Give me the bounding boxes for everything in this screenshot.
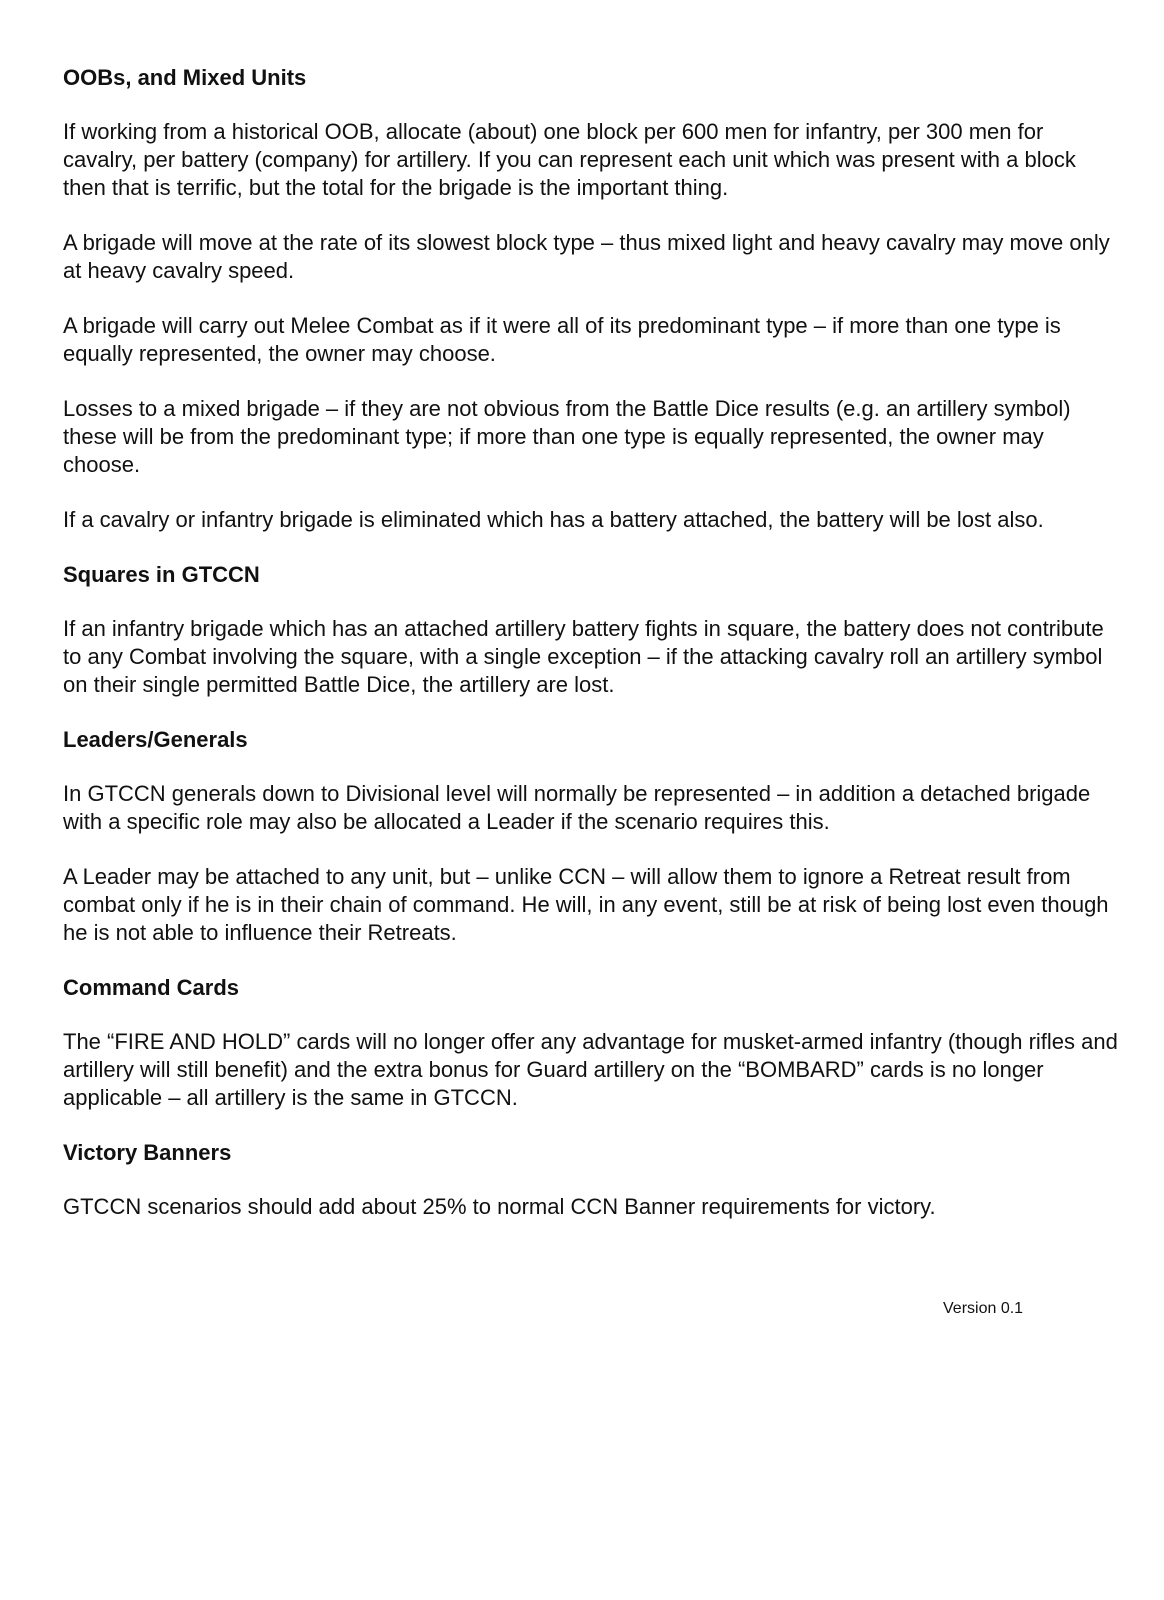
paragraph: A brigade will move at the rate of its slowest block type – thus mixed light and heavy cavalry may move only at heavy cavalry speed. xyxy=(63,230,1110,283)
section-oobs-mixed-units xyxy=(63,64,1123,534)
section-heading: Command Cards xyxy=(63,975,240,1000)
section-leaders-generals xyxy=(63,726,1123,947)
version-label: Version 0.1 xyxy=(943,1300,1024,1317)
paragraph: If working from a historical OOB, allocate (about) one block per 600 men for infantry, per 300 men for cavalry, per battery (company) for artillery. If you can represent each unit which was present with a block then that is terrific, but the total for the brigade is the important thing. xyxy=(63,119,1076,200)
section-command-cards xyxy=(63,974,1123,1112)
section-heading: Squares in GTCCN xyxy=(63,562,260,587)
section-squares xyxy=(63,561,1123,699)
section-heading: OOBs, and Mixed Units xyxy=(63,65,307,90)
section-victory-banners xyxy=(63,1139,1123,1221)
document-body xyxy=(63,64,1123,1248)
paragraph: The “FIRE AND HOLD” cards will no longer offer any advantage for musket-armed infantry (though rifles and artillery will still benefit) and the extra bonus for Guard artillery on the “BOMBARD” cards is no longer applicable – all artillery is the same in GTCCN. xyxy=(63,1029,1118,1110)
paragraph: Losses to a mixed brigade – if they are not obvious from the Battle Dice results (e.g. an artillery symbol) these will be from the predominant type; if more than one type is equally represented, the owner may choose. xyxy=(63,396,1071,477)
section-heading: Leaders/Generals xyxy=(63,727,248,752)
paragraph: If an infantry brigade which has an attached artillery battery fights in square, the battery does not contribute to any Combat involving the square, with a single exception – if the attacking cavalry roll an artillery symbol on their single permitted Battle Dice, the artillery are lost. xyxy=(63,616,1104,697)
paragraph: GTCCN scenarios should add about 25% to normal CCN Banner requirements for victory. xyxy=(63,1194,936,1219)
section-heading: Victory Banners xyxy=(63,1140,232,1165)
paragraph: In GTCCN generals down to Divisional level will normally be represented – in addition a detached brigade with a specific role may also be allocated a Leader if the scenario requires this. xyxy=(63,781,1091,834)
paragraph: If a cavalry or infantry brigade is eliminated which has a battery attached, the battery will be lost also. xyxy=(63,507,1044,532)
paragraph: A brigade will carry out Melee Combat as if it were all of its predominant type – if more than one type is equally represented, the owner may choose. xyxy=(63,313,1061,366)
paragraph: A Leader may be attached to any unit, but – unlike CCN – will allow them to ignore a Retreat result from combat only if he is in their chain of command. He will, in any event, still be at risk of being lost even though he is not able to influence their Retreats. xyxy=(63,864,1109,945)
